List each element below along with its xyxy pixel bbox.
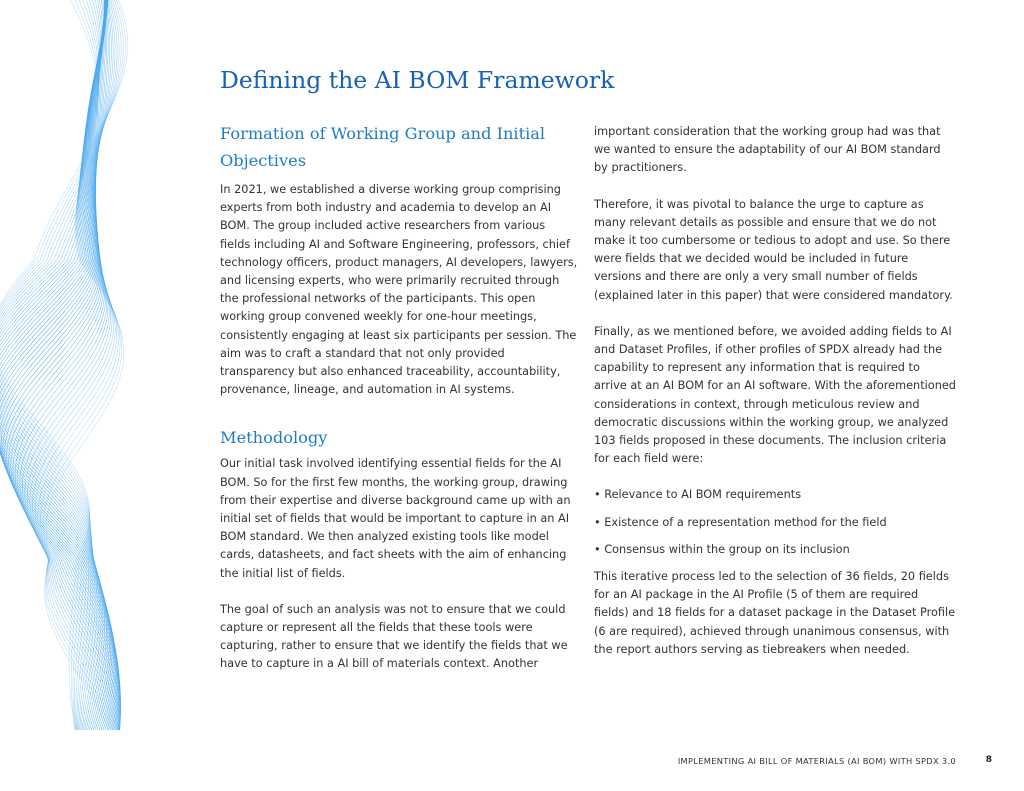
criteria-bullet: • Consensus within the group on its inclusion xyxy=(594,542,850,556)
paragraph-profiles: Finally, as we mentioned before, we avoided adding fields to AI and Dataset Profiles, if other profiles of SPDX already had the capability to represent any information that is required to arrive at an AI BOM for an AI software. With the aforementioned considerations in context, through meticulous review and democratic discussions within the working group, we analyzed 103 fields proposed in these documents. The inclusion criteria for each field were: xyxy=(594,324,956,466)
criteria-bullet: • Relevance to AI BOM requirements xyxy=(594,488,802,502)
left-column xyxy=(220,120,578,674)
page-number: 8 xyxy=(985,755,992,765)
wave-line-decoration xyxy=(0,0,180,730)
paragraph-formation: In 2021, we established a diverse working group comprising experts from both industry and academia to develop an AI BOM. The group included active researchers from various fields including AI and Software Engineering, professors, chief technology officers, product managers, AI developers, lawyers, and licensing experts, who were primarily recruited through the professional networks of the participants. This open working group convened weekly for one-hour meetings, consistently engaging at least six participants per session. The aim was to craft a standard that not only provided transparency but also enhanced traceability, accountability, provenance, lineage, and automation in AI systems. xyxy=(220,183,578,397)
paragraph-methodology-2: The goal of such an analysis was not to ensure that we could capture or represent all the fields that these tools were capturing, rather to ensure that we identify the fields that we have to capture in a AI bill of materials context. Another xyxy=(220,602,568,671)
section-heading-methodology: Methodology xyxy=(220,428,328,448)
right-column xyxy=(594,123,956,659)
paragraph-balance: Therefore, it was pivotal to balance the urge to capture as many relevant details as possible and ensure that we do not make it too cumbersome or tedious to adopt and use. So there were fields that we decided would be included in future versions and there are only a very small number of fields (explained later in this paper) that were considered mandatory. xyxy=(594,197,953,302)
page-title: Defining the AI BOM Framework xyxy=(220,66,615,94)
paragraph-selection: This iterative process led to the selection of 36 fields, 20 fields for an AI package in the AI Profile (5 of them are required fields) and 18 fields for a dataset package in the Dataset Profile (6 are required), achieved through unanimous consensus, with the report authors serving as tiebreakers when needed. xyxy=(594,570,956,656)
wave-line xyxy=(11,0,121,730)
footer-title: IMPLEMENTING AI BILL OF MATERIALS (AI BOM) WITH SPDX 3.0 xyxy=(677,756,956,766)
section-heading-formation: Formation of Working Group and Initial Objectives xyxy=(220,124,546,170)
criteria-bullet: • Existence of a representation method for the field xyxy=(594,515,887,529)
paragraph-methodology-1: Our initial task involved identifying essential fields for the AI BOM. So for the first few months, the working group, drawing from their expertise and diverse background came up with an initial set of fields that would be important to capture in an AI BOM standard. We then analyzed existing tools like model cards, datasheets, and fact sheets with the aim of enhancing the initial list of fields. xyxy=(220,457,571,580)
paragraph-adaptability: important consideration that the working group had was that we wanted to ensure the adaptability of our AI BOM standard by practitioners. xyxy=(594,125,941,175)
page-footer xyxy=(0,756,1024,770)
